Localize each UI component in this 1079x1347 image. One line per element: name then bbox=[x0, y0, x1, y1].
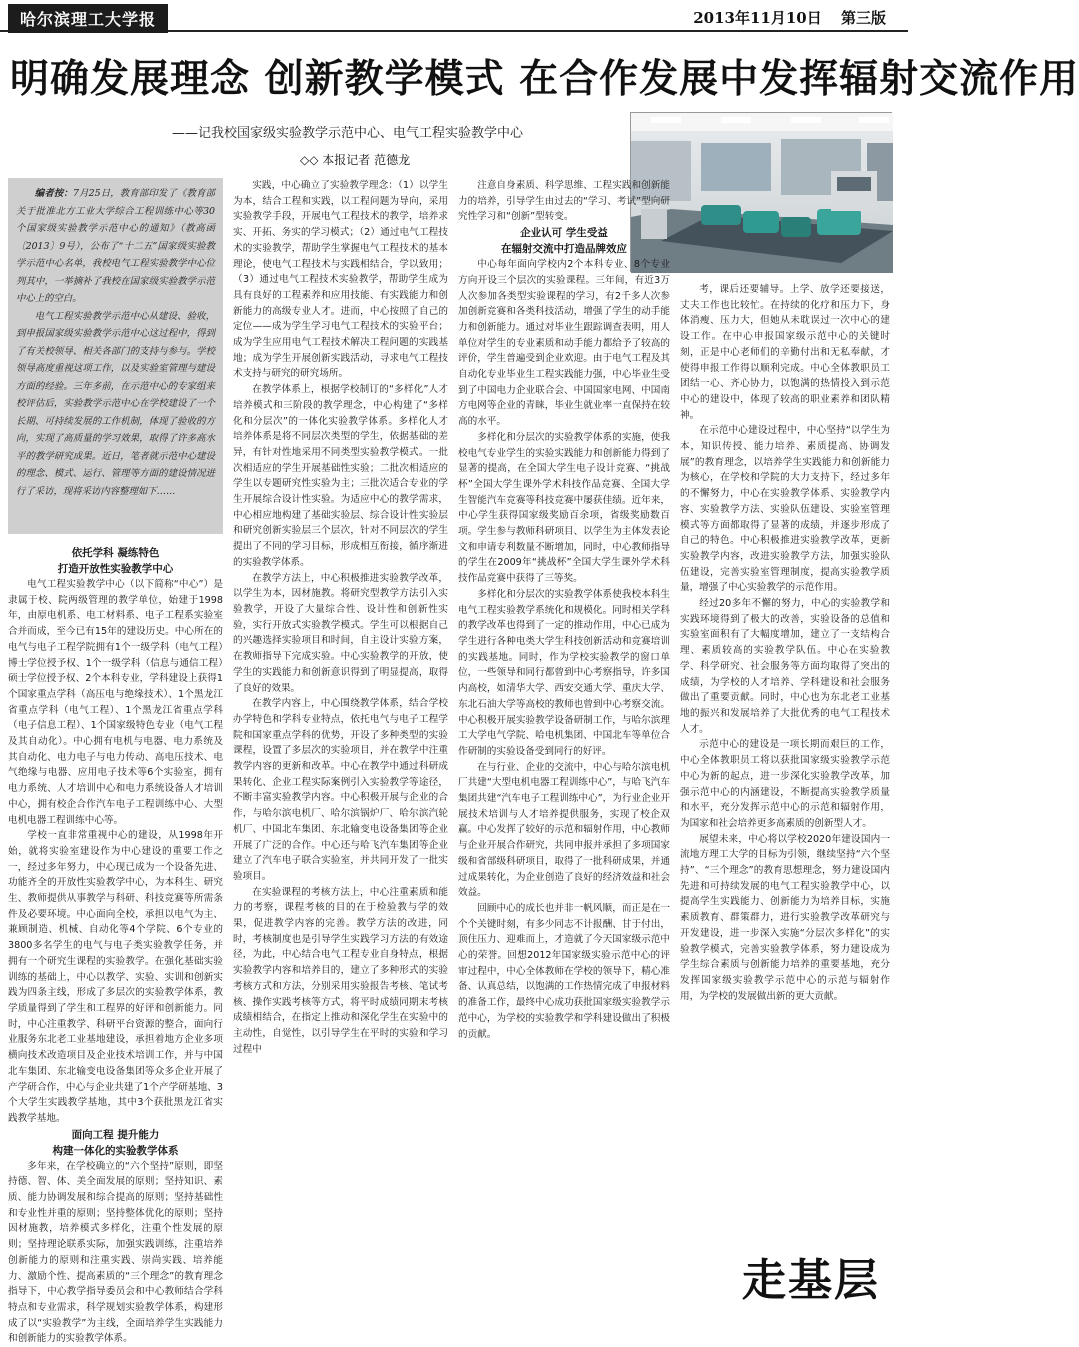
section-heading: 企业认可 学生受益 bbox=[520, 227, 608, 240]
section-heading: 打造开放性实验教学中心 bbox=[57, 563, 174, 575]
body-paragraph: 电气工程实验教学中心（以下简称“中心”）是隶属于校、院两级管理的教学单位，始建于1998年，由原电机系、电工材料系、电子工程系实验室合并而成，至今已有15年的建设历史。中心所在的电气与电子工程学院拥有1个一级学科（电气工程）博士学位授予权、1个一级学科（信息与通信工程）硕士学位授予权、2个本科专业，学科建设上获得1个国家重点学科（高压电与绝缘技术）、1个黑龙江省重点学科（电气工程）、1个黑龙江省重点学科（电子信息工程）、1个国家级特色专业（电气工程及其自动化）。中心拥有电机与电器、电力系统及其自动化、电力电子与电力传动、高电压技术、电气绝缘与电器、应用电子技术等6个实验室，拥有电力系统、人才培训中心和电力系统设备人才培训中心，拥有校企合作汽车电子工程训练中心、大型电机电器工程训练中心等。 bbox=[8, 579, 223, 826]
body-paragraph: 示范中心的建设是一项长期而艰巨的工作，中心全体教职员工将以获批国家级实验教学示范中心为新的起点，进一步深化实验教学改革，加强示范中心的内涵建设，不断提高实验教学质量和水平，充分发挥示范中心的示范和辐射作用，为国家和社会培养更多高素质的创新型人才。 bbox=[680, 739, 890, 829]
body-paragraph: 多样化和分层次的实验教学体系使我校本科生电气工程实验教学系统化和规模化。同时相关学科的教学改革也得到了一定的推动作用，中心已成为学生进行各种电类大学生科技创新活动和竞赛培训的实践基地。同时，作为学校实验教学的窗口单位，一些领导和同行都曾到中心考察指导，许多国内高校，如清华大学、西安交通大学、重庆大学、东北石油大学等高校的教师也曾到中心考察交流。中心积极开展实验教学设备研制工作，与哈尔滨理工大学电气学院、哈电机集团、中国北车等单位合作研制的实验设备受到同行的好评。 bbox=[458, 588, 670, 757]
article-column-4 bbox=[680, 282, 890, 1237]
body-paragraph: 学校一直非常重视中心的建设，从1998年开始，就将实验室建设作为中心建设的重要工作之一，经过多年努力，中心现已成为一个设备先进、功能齐全的开放性实验教学中心，为本科生、研究生、教师提供从事教学与科研、科技竞赛等所需条件及必要环境。中心面向全校，承担以电气为主、兼顾制造、机械、自动化等4个学院、6个专业的3800多名学生的电气与电子类实验教学任务，并拥有一个研究生课程的实验教学。在强化基础实验训练的基础上，中心以教学、实验、实训和创新实践为四条主线，形成了多层次的实验教学体系，教学质量得到了学生和工程界的好评和创新能力。同时，中心注重教学、科研平台资源的整合，面向行业服务东北老工业基地建设，承担着地方企业多项横向技术改造项目及企业技术培训工作，并与中国北车集团、东北输变电设备集团等众多企业开展了产学研合作，中心与企业共建了1个产学研基地、3个大学生实践教学基地，其中3个获批黑龙江省实践教学基地。 bbox=[8, 830, 223, 1124]
body-paragraph: 在教学方法上，中心积极推进实验教学改革，以学生为本，因材施教。将研究型教学方法引入实验教学，开设了大量综合性、设计性和创新性实验，实行开放式实验教学模式。学生可以根据自己的兴趣选择实验项目和时间，自主设计实验方案，在教师指导下完成实验。中心实验教学的开放，使学生的实践能力和创新意识得到了明显提高，取得了良好的效果。 bbox=[233, 572, 448, 694]
article-column-1 bbox=[8, 545, 223, 1345]
section-heading: 构建一体化的实验教学体系 bbox=[52, 1144, 179, 1157]
article-column-3 bbox=[458, 178, 670, 1313]
subtitle: ——记我校国家级实验教学示范中心、电气工程实验教学中心 bbox=[172, 126, 524, 141]
dateline bbox=[679, 7, 886, 28]
body-paragraph: 在教学体系上，根据学校制订的“多样化”人才培养模式和三阶段的教学理念，中心构建了“多样化和分层次”的一体化实验教学体系。多样化人才培养体系是将不同层次类型的学生，依据基础的差异，有针对性地采用不同类型实验教学模式。一批次相适应的学生开展基础性实验；二批次相适应的学生以专题研究性实验为主；三批次适合专业的学生开展综合设计性实验。为适应中心的教学需求，中心相应地构建了基础实验层、综合设计性实验层和研究创新实验层三个层次，针对不同层次的学生提出了不同的学习目标，形成相互衔接，循序渐进的实验教学体系。 bbox=[233, 384, 448, 568]
section-heading: 依托学科 凝练特色 bbox=[71, 547, 160, 559]
editor-note-paragraph: 编者按：7月25日，教育部印发了《教育部关于批准北方工业大学综合工程训练中心等30个国家级实验教学示范中心的通知》（教高函〔2013〕9号），公布了“十二五”国家级实验教学示范中心名单，我校电气工程实验教学中心位列其中，一举摘补了我校在国家级实验教学示范中心上的空白。 bbox=[16, 188, 215, 304]
body-paragraph: 多样化和分层次的实验教学体系的实施，使我校电气专业学生的实验实践能力和创新能力得到了显著的提高，在全国大学生电子设计竞赛、“挑战杯”全国大学生课外学术科技作品竞赛、全国大学生智能汽车竞赛等科技竞赛中屡获佳绩。近年来，中心学生获得国家级奖励百余项，省级奖励数百项。学生参与教师科研项目、以学生为主体发表论文和申请专利数量不断增加，同时，中心教师指导的学生在2009年“挑战杯”全国大学生课外学术科技作品竞赛中获得了三等奖。 bbox=[458, 431, 670, 585]
lab-equipment-image bbox=[631, 113, 893, 273]
body-paragraph: 注意自身素质、科学思维、工程实践和创新能力的培养，引导学生由过去的“学习、考试”型向研究性学习和“创新”型转变。 bbox=[458, 180, 670, 223]
masthead bbox=[0, 0, 908, 32]
section-label: 走基层 bbox=[742, 1255, 880, 1306]
body-paragraph: 实践，中心确立了实验教学理念：（1）以学生为本，结合工程和实践，以工程问题为导向，采用实验教学手段，开展电气工程技术的教学，培养求实、开拓、务实的学习模式；（2）通过电气工程技术的实验教学，帮助学生掌握电气工程技术的基本理论，使电气工程技术与实践相结合，学以致用；（3）通过电气工程技术实验教学，帮助学生成为具有良好的工程素养和应用技能、有实践能力和创新能力的高级专业人才。进而，中心按照了自己的定位——成为学生学习电气工程技术的实验平台；成为学生应用电气工程技术解决工程问题的实践基地；成为学生开展创新实践活动，寻求电气工程技术支持与研究的研究场所。 bbox=[233, 180, 448, 380]
body-paragraph: 回顾中心的成长也并非一帆风顺，而正是在一个个关键时刻，有多少同志不计报酬、甘于付出，顶住压力、迎难而上，才造就了今天国家级示范中心的荣誉。回想2012年国家级实验示范中心的评审过程中，中心全体教师在学校的领导下，精心准备、认真总结，以饱满的工作热情完成了申报材料的准备工作，最终中心成功获批国家级实验教学示范中心，为学校的实验教学和学科建设做出了积极的贡献。 bbox=[458, 902, 670, 1040]
section-heading: 面向工程 提升能力 bbox=[71, 1128, 160, 1141]
page-number: 第三版 bbox=[840, 9, 886, 27]
newspaper-name: 哈尔滨理工大学报 bbox=[8, 4, 168, 33]
body-paragraph: 在与行业、企业的交流中，中心与哈尔滨电机厂共建“大型电机电器工程训练中心”，与哈飞汽车集团共建“汽车电子工程训练中心”，为行业企业开展技术培训与人才培养提供服务，实现了校企双赢。中心发挥了较好的示范和辐射作用，中心教师与企业开展合作研究，共同申报并承担了多项国家级和省部级科研项目，取得了一批科研成果，并通过成果转化，为企业创造了良好的经济效益和社会效益。 bbox=[458, 761, 670, 899]
editor-note-label: 编者按： bbox=[34, 188, 73, 199]
body-paragraph: 在示范中心建设过程中，中心坚持“以学生为本，知识传授、能力培养、素质提高、协调发展”的教育理念，以培养学生实践能力和创新能力为核心，在学校和学院的大力支持下，经过多年的不懈努力，中心在实验教学体系、实验教学内容、实验教学方法、实验队伍建设、实验室管理模式等方面都取得了显著的成绩，并逐步形成了自己的特色。中心积极推进实验教学改革，更新实验教学内容，改进实验教学方法，加强实验队伍建设，完善实验室管理制度，提高实验教学质量，增强了中心实验教学的示范作用。 bbox=[680, 425, 890, 594]
section-heading: 在辐射交流中打造品牌效应 bbox=[501, 243, 627, 256]
editor-note-paragraph: 电气工程实验教学示范中心从建设、验收，到申报国家级实验教学示范中心这过程中，得到了有关校领导、相关各部门的支持与参与。学校领导高度重视这项工作，以及实验室管理与建设方面的经验。三年多前，在示范中心的专家组来校评估后，实验教学示范中心在学校建设了一个长期、可持续发展的工作机制，体现了验收的方向，实现了高质量的学习效果，取得了许多高水平的教学研究成果。近日，笔者就示范中心建设的理念、模式、运行、管理等方面的建设情况进行了采访，现将采访内容整理如下…… bbox=[16, 310, 215, 497]
body-paragraph: 考，课后还要辅导。上学、放学还要接送，丈夫工作也比较忙。在持续的化疗和压力下，身体消瘦、压力大，但她从未耽误过一次中心的建设工作。在中心申报国家级示范中心的关键时刻，正是中心老师们的辛勤付出和无私奉献，才使得申报工作得以顺利完成。中心全体教职员工团结一心、齐心协力，以饱满的热情投入到示范中心的建设中，体现了较高的职业素养和团队精神。 bbox=[680, 284, 890, 421]
headline: 明确发展理念 创新教学模式 在合作发展中发挥辐射交流作用 bbox=[10, 57, 1079, 102]
editor-note bbox=[8, 178, 223, 534]
body-paragraph: 中心每年面向学校内2个本科专业、8个专业方向开设三个层次的实验课程。三年间，有近3万人次参加各类型实验课程的学习，有2千多人次参加创新竞赛和各类科技活动，增强了学生的动手能力和创新能力。通过对毕业生跟踪调查表明，用人单位对学生的专业素质和动手能力都给予了较高的评价，学生普遍受到企业欢迎。由于电气工程及其自动化专业毕业生工程实践能力强，中心毕业生受到了中国电力企业联合会、中国国家电网、中国南方电网等企业的青睐，毕业生就业率一直保持在较高的水平。 bbox=[458, 259, 670, 428]
article-column-2 bbox=[233, 178, 448, 1313]
body-paragraph: 经过20多年不懈的努力，中心的实验教学和实践环境得到了极大的改善，实验设备的总值和实验室面积有了大幅度增加，建立了一支结构合理、素质较高的实验教学队伍。中心在实验教学、科学研究、社会服务等方面均取得了突出的成绩，为学校的人才培养、学科建设和社会服务做出了重要贡献。同时，中心也为东北老工业基地的振兴和发展培养了大批优秀的电气工程技术人才。 bbox=[680, 598, 890, 735]
body-paragraph: 展望未来，中心将以学校2020年建设国内一流地方理工大学的目标为引领，继续坚持“六个坚持”、“三个理念”的教育思想理念，努力建设国内先进和可持续发展的电气工程实验教学中心，以提高学生实践能力、创新能力为培养目标，实施素质教育、群策群力，进行实验教学改革研究与开发建设，进一步深入实施“分层次多样化”的实验教学模式，完善实验教学体系，努力建设成为学生综合素质与创新能力培养的重要基地，充分发挥国家级实验教学示范中心的示范与辐射作用，为学校的发展做出新的更大贡献。 bbox=[680, 833, 890, 1002]
body-paragraph: 在教学内容上，中心围绕教学体系，结合学校办学特色和学科专业特点，依托电气与电子工程学院和国家重点学科的优势，开设了多种类型的实验课程，设置了多层次的实验项目，并在教学中注重教学内容的更新和改革。中心在教学中通过科研成果转化、企业工程实际案例引入实验教学等途径，不断丰富实验教学内容。中心积极开展与企业的合作，与哈尔滨电机厂、哈尔滨锅炉厂、哈尔滨汽轮机厂、中国北车集团、东北输变电设备集团等企业开展了广泛的合作。中心还与哈飞汽车集团等企业建立了汽车电子联合实验室，并共同开发了一批实验项目。 bbox=[233, 698, 448, 882]
body-paragraph: 多年来，在学校确立的“六个坚持”原则，即坚持德、智、体、美全面发展的原则；坚持知识、素质、能力协调发展和综合提高的原则；坚持基础性和专业性并重的原则；坚持整体优化的原则；坚持因材施教，培养模式多样化，注重个性发展的原则；坚持理论联系实际，加强实践训练，注重培养创新能力的原则和注重实践、崇尚实践、培养能力、激励个性、提高素质的“三个理念”的教育理念指导下，中心教学指导委员会和中心教师结合学科特点和专业需求，科学规划实验教学体系，构建形成了以“实验教学”为主线，全面培养学生实践能力和创新能力的实验教学体系。 bbox=[8, 1160, 223, 1345]
byline: ◇◇ 本报记者 范德龙 bbox=[300, 153, 411, 167]
issue-date: 2013年11月10日 bbox=[693, 9, 822, 27]
body-paragraph: 在实验课程的考核方法上，中心注重素质和能力的考察，课程考核的目的在于检验教与学的效果，促进教学内容的完善。教学方法的改进，同时，考核制度也是引导学生实践学习方法的有效途径，为此，中心结合电气工程专业自身特点，根据实验教学内容和培养目的，建立了多种形式的实验考核方式和方法，分别采用实验报告考核、笔试考核、操作实践考核等方式，将平时成绩同期末考核成绩相结合，在指定上推动和深化学生在实验中的主动性，自觉性，以引导学生在平时的实验和学习过程中 bbox=[233, 886, 448, 1055]
